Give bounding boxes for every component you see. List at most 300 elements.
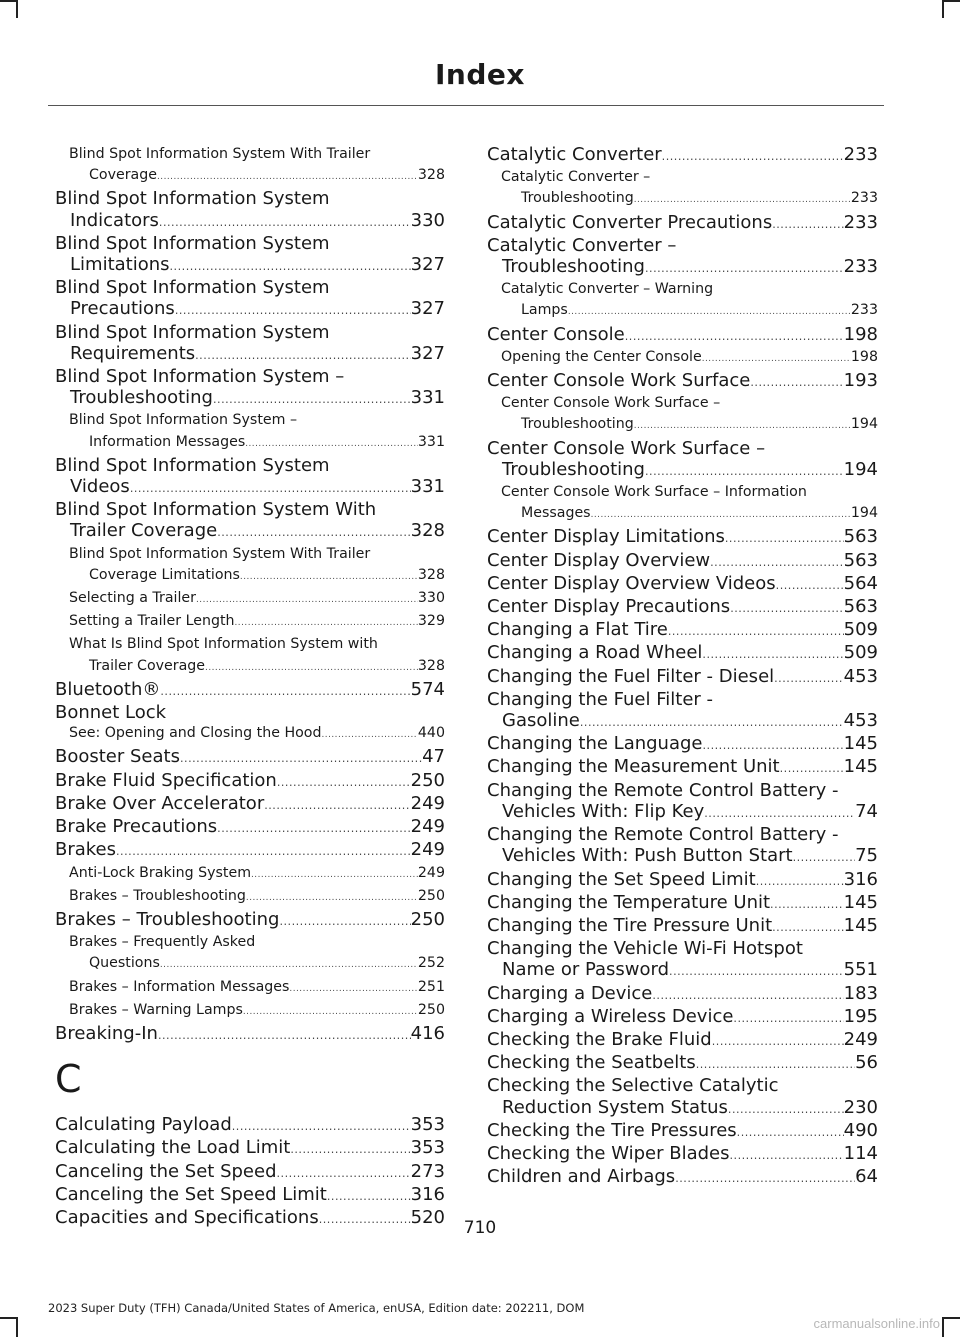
- entry-text: Canceling the Set Speed: [55, 1160, 277, 1182]
- entry-text: Changing the Temperature Unit: [487, 891, 771, 913]
- index-entry[interactable]: [487, 1006, 878, 1029]
- entry-text: Breaking-In: [55, 1022, 158, 1044]
- entry-text: Brake Fluid Specification: [55, 769, 277, 791]
- page-reference[interactable]: 56: [855, 1052, 878, 1074]
- index-entry[interactable]: [487, 983, 878, 1006]
- entry-text: Gasoline: [502, 710, 580, 732]
- dot-leader: [289, 979, 417, 1000]
- dot-leader: [205, 658, 418, 679]
- index-entry[interactable]: [487, 756, 878, 779]
- page-reference[interactable]: 250: [410, 769, 445, 791]
- page-reference[interactable]: 564: [843, 572, 878, 594]
- entry-text: Blind Spot Information System: [55, 321, 330, 343]
- dot-leader: [157, 167, 418, 188]
- dot-leader: [702, 349, 851, 370]
- index-entry[interactable]: [487, 666, 878, 689]
- index-entry[interactable]: [487, 1120, 878, 1143]
- index-entry[interactable]: [55, 277, 445, 321]
- page-reference[interactable]: 329: [417, 613, 445, 630]
- dot-leader: [634, 416, 851, 437]
- dot-leader: [251, 865, 418, 886]
- page-reference[interactable]: 316: [843, 868, 878, 890]
- page-reference[interactable]: 74: [855, 800, 878, 822]
- index-entry[interactable]: [55, 188, 445, 232]
- dot-leader: [158, 1025, 411, 1046]
- page-reference[interactable]: 145: [843, 733, 878, 755]
- dot-leader: [733, 1008, 843, 1029]
- entry-text: Brakes – Troubleshooting: [55, 908, 280, 930]
- entry-text: Name or Password: [502, 959, 670, 981]
- dot-leader: [213, 389, 411, 410]
- entry-text: Changing the Vehicle Wi-Fi Hotspot: [487, 938, 803, 960]
- page-reference[interactable]: 145: [843, 914, 878, 936]
- page-reference[interactable]: 198: [850, 348, 878, 365]
- page-reference[interactable]: 327: [410, 342, 445, 364]
- dot-leader: [710, 552, 844, 573]
- dot-leader: [696, 1054, 855, 1075]
- index-subentry[interactable]: [487, 347, 878, 370]
- index-entry[interactable]: [487, 1029, 878, 1052]
- entry-text: Checking the Brake Fluid: [487, 1028, 712, 1050]
- entry-text: Catalytic Converter Precautions: [487, 211, 773, 233]
- index-subentry[interactable]: [55, 932, 445, 976]
- index-entry[interactable]: [55, 839, 445, 862]
- page-reference[interactable]: 194: [843, 458, 878, 480]
- dot-leader: [217, 818, 410, 839]
- index-entry[interactable]: [487, 915, 878, 938]
- entry-text: Blind Spot Information System: [55, 188, 330, 210]
- index-entry[interactable]: [55, 1184, 445, 1207]
- index-entry[interactable]: [55, 816, 445, 839]
- dot-leader: [669, 961, 844, 982]
- dot-leader: [196, 590, 418, 611]
- index-entry[interactable]: [487, 733, 878, 756]
- index-subentry[interactable]: [487, 393, 878, 437]
- dot-leader: [756, 871, 844, 892]
- page-reference[interactable]: 198: [843, 323, 878, 345]
- index-entry[interactable]: [487, 438, 878, 482]
- index-entry[interactable]: [487, 780, 878, 824]
- page-reference[interactable]: 509: [843, 642, 878, 664]
- page-reference[interactable]: 328: [417, 566, 445, 583]
- dot-leader: [652, 985, 843, 1006]
- entry-text: Blind Spot Information System: [55, 277, 330, 299]
- page-reference[interactable]: 145: [843, 891, 878, 913]
- page-reference[interactable]: 328: [417, 657, 445, 674]
- index-entry[interactable]: [487, 824, 878, 868]
- entry-text: Changing the Tire Pressure Unit: [487, 914, 773, 936]
- index-entry[interactable]: [55, 909, 445, 932]
- entry-text: Messages: [521, 505, 591, 522]
- page-reference[interactable]: 273: [410, 1160, 445, 1182]
- dot-leader: [780, 758, 844, 779]
- dot-leader: [264, 795, 410, 816]
- dot-leader: [645, 258, 844, 279]
- footer-edition-text: 2023 Super Duty (TFH) Canada/United States of America, enUSA, Edition date: 202211, DOM: [48, 1301, 585, 1315]
- entry-text: Charging a Device: [487, 982, 653, 1004]
- index-subentry[interactable]: [487, 482, 878, 526]
- dot-leader: [770, 894, 844, 915]
- section-letter-heading: C: [55, 1057, 82, 1102]
- crop-mark: [942, 1317, 960, 1319]
- index-entry[interactable]: [55, 499, 445, 543]
- dot-leader: [245, 434, 418, 455]
- entry-text: Center Display Overview Videos: [487, 572, 776, 594]
- entry-text: Changing a Road Wheel: [487, 642, 703, 664]
- dot-leader: [774, 668, 844, 689]
- index-entry[interactable]: [487, 619, 878, 642]
- entry-text: Blind Spot Information System –: [69, 412, 298, 429]
- index-entry[interactable]: [487, 1143, 878, 1166]
- dot-leader: [240, 567, 418, 588]
- index-subentry[interactable]: [55, 863, 445, 886]
- dot-leader: [232, 1116, 411, 1137]
- entry-text: Anti-Lock Braking System: [69, 864, 252, 881]
- index-entry[interactable]: [487, 596, 878, 619]
- index-entry[interactable]: [55, 1023, 445, 1046]
- index-entry[interactable]: [55, 1161, 445, 1184]
- entry-text: Calculating the Load Limit: [55, 1137, 291, 1159]
- page-reference[interactable]: 195: [843, 1005, 878, 1027]
- index-entry[interactable]: [487, 642, 878, 665]
- entry-text: Center Console Work Surface – Information: [501, 484, 807, 501]
- dot-leader: [277, 772, 411, 793]
- crop-mark: [0, 0, 16, 2]
- page-reference[interactable]: 453: [843, 665, 878, 687]
- entry-text: Capacities and Specifications: [55, 1206, 319, 1228]
- entry-text: Checking the Seatbelts: [487, 1052, 696, 1074]
- dot-leader: [662, 146, 844, 167]
- page-reference[interactable]: 490: [843, 1119, 878, 1141]
- page-reference[interactable]: 233: [850, 302, 878, 319]
- entry-text: Center Console Work Surface –: [501, 395, 721, 412]
- entry-text: See: Opening and Closing the Hood: [69, 725, 322, 742]
- entry-text: Catalytic Converter –: [501, 169, 651, 186]
- entry-text: Precautions: [70, 298, 175, 320]
- entry-text: What Is Blind Spot Information System with: [69, 636, 378, 653]
- index-entry[interactable]: [487, 938, 878, 982]
- dot-leader: [675, 1168, 855, 1189]
- entry-text: Blind Spot Information System: [55, 232, 330, 254]
- index-entry[interactable]: [487, 235, 878, 279]
- dot-leader: [580, 712, 844, 733]
- page-reference[interactable]: 328: [410, 520, 445, 542]
- dot-leader: [180, 748, 422, 769]
- dot-leader: [702, 644, 843, 665]
- page-reference[interactable]: 330: [410, 209, 445, 231]
- entry-text: Questions: [89, 955, 160, 972]
- index-entry[interactable]: [55, 455, 445, 499]
- dot-leader: [591, 505, 851, 526]
- entry-text: Lamps: [521, 302, 568, 319]
- page-reference[interactable]: 316: [410, 1183, 445, 1205]
- dot-leader: [750, 372, 843, 393]
- index-entry[interactable]: [487, 212, 878, 235]
- entry-text: Vehicles With: Push Button Start: [502, 845, 793, 867]
- entry-text: Changing a Flat Tire: [487, 619, 668, 641]
- entry-text: Brake Precautions: [55, 816, 218, 838]
- index-entry[interactable]: [487, 550, 878, 573]
- index-subentry[interactable]: [487, 279, 878, 323]
- entry-text: Catalytic Converter –: [487, 234, 677, 256]
- dot-leader: [160, 955, 418, 976]
- page-reference[interactable]: 563: [843, 549, 878, 571]
- index-subentry[interactable]: [55, 1000, 445, 1023]
- entry-text: Setting a Trailer Length: [69, 613, 235, 630]
- page-reference[interactable]: 416: [410, 1022, 445, 1044]
- page-reference[interactable]: 327: [410, 298, 445, 320]
- dot-leader: [772, 214, 843, 235]
- entry-text: Center Display Precautions: [487, 596, 731, 618]
- page-reference[interactable]: 551: [843, 959, 878, 981]
- index-entry[interactable]: [55, 770, 445, 793]
- entry-text: Opening the Center Console: [501, 348, 702, 365]
- index-subentry[interactable]: [55, 611, 445, 634]
- index-entry[interactable]: [55, 322, 445, 366]
- entry-text: Blind Spot Information System With Trailer: [69, 146, 371, 162]
- entry-text: Blind Spot Information System –: [55, 366, 345, 388]
- entry-text: Coverage Limitations: [89, 566, 240, 583]
- dot-leader: [277, 1163, 411, 1184]
- dot-leader: [729, 1145, 843, 1166]
- index-entry[interactable]: [487, 1075, 878, 1119]
- page-reference[interactable]: 453: [843, 710, 878, 732]
- dot-leader: [712, 1031, 844, 1052]
- entry-text: Trailer Coverage: [70, 520, 218, 542]
- entry-text: Checking the Selective Catalytic: [487, 1075, 779, 1097]
- entry-text: Center Console Work Surface: [487, 370, 751, 392]
- crop-mark: [16, 0, 18, 18]
- index-entry[interactable]: [55, 1137, 445, 1160]
- entry-text: Bluetooth®: [55, 678, 161, 700]
- index-entry[interactable]: [55, 679, 445, 702]
- page-reference[interactable]: 331: [410, 387, 445, 409]
- page-number: 710: [463, 1218, 497, 1238]
- dot-leader: [170, 256, 411, 277]
- entry-text: Bonnet Lock: [55, 702, 167, 724]
- page-reference[interactable]: 183: [843, 982, 878, 1004]
- index-entry[interactable]: [55, 702, 445, 723]
- entry-text: Brakes – Troubleshooting: [69, 887, 246, 904]
- dot-leader: [322, 725, 418, 746]
- page-reference[interactable]: 75: [855, 845, 878, 867]
- entry-text: Charging a Wireless Device: [487, 1005, 734, 1027]
- index-entry[interactable]: [55, 1114, 445, 1137]
- page-reference[interactable]: 249: [410, 839, 445, 861]
- crop-mark: [944, 0, 960, 2]
- entry-text: Catalytic Converter – Warning: [501, 281, 714, 298]
- page-reference[interactable]: 331: [410, 476, 445, 498]
- dot-leader: [116, 841, 411, 862]
- entry-text: Troubleshooting: [70, 387, 213, 409]
- dot-leader: [793, 847, 856, 868]
- entry-text: Troubleshooting: [521, 416, 634, 433]
- entry-text: Reduction System Status: [502, 1096, 728, 1118]
- crop-mark: [942, 1317, 944, 1337]
- index-entry[interactable]: [55, 233, 445, 277]
- entry-text: Center Console: [487, 323, 625, 345]
- dot-leader: [160, 681, 410, 702]
- dot-leader: [290, 1139, 410, 1160]
- dot-leader: [703, 735, 844, 756]
- dot-leader: [243, 1002, 418, 1023]
- page-reference[interactable]: 252: [417, 955, 445, 972]
- entry-text: Brakes – Warning Lamps: [69, 1001, 243, 1018]
- page-reference[interactable]: 250: [417, 1001, 445, 1018]
- entry-text: Checking the Wiper Blades: [487, 1142, 730, 1164]
- index-subentry[interactable]: [55, 588, 445, 611]
- page-reference[interactable]: 249: [843, 1028, 878, 1050]
- page-reference[interactable]: 328: [417, 167, 445, 184]
- index-entry[interactable]: [487, 892, 878, 915]
- page-reference[interactable]: 249: [417, 864, 445, 881]
- page-reference[interactable]: 193: [843, 370, 878, 392]
- entry-text: Videos: [70, 476, 130, 498]
- dot-leader: [728, 1099, 844, 1120]
- entry-text: Trailer Coverage: [89, 657, 206, 674]
- index-entry[interactable]: [487, 370, 878, 393]
- entry-text: Indicators: [70, 209, 159, 231]
- page-reference[interactable]: 194: [850, 505, 878, 522]
- dot-leader: [159, 212, 411, 233]
- entry-text: Troubleshooting: [521, 190, 634, 207]
- dot-leader: [217, 522, 410, 543]
- dot-leader: [246, 888, 418, 909]
- dot-leader: [634, 190, 851, 211]
- entry-text: Children and Airbags: [487, 1166, 676, 1188]
- index-subentry[interactable]: [55, 634, 445, 678]
- page-reference[interactable]: 327: [410, 254, 445, 276]
- entry-text: Changing the Fuel Filter - Diesel: [487, 665, 775, 687]
- index-entry[interactable]: [55, 746, 445, 769]
- entry-text: Changing the Language: [487, 733, 703, 755]
- dot-leader: [725, 528, 844, 549]
- dot-leader: [625, 326, 844, 347]
- index-column-right: [487, 144, 878, 1189]
- entry-text: Changing the Remote Control Battery -: [487, 779, 839, 801]
- entry-text: Blind Spot Information System With: [55, 499, 377, 521]
- index-subentry[interactable]: [55, 723, 445, 746]
- page-reference[interactable]: 233: [850, 190, 878, 207]
- dot-leader: [730, 598, 843, 619]
- page-reference[interactable]: 440: [417, 725, 445, 742]
- index-entry[interactable]: [487, 144, 878, 167]
- index-subentry[interactable]: [55, 977, 445, 1000]
- page-reference[interactable]: 64: [855, 1166, 878, 1188]
- index-entry[interactable]: [55, 366, 445, 410]
- entry-text: Center Display Overview: [487, 549, 711, 571]
- entry-text: Troubleshooting: [502, 458, 645, 480]
- dot-leader: [645, 461, 844, 482]
- entry-text: Checking the Tire Pressures: [487, 1119, 737, 1141]
- entry-text: Center Display Limitations: [487, 526, 725, 548]
- index-entry[interactable]: [487, 573, 878, 596]
- entry-text: Brakes – Information Messages: [69, 978, 290, 995]
- dot-leader: [668, 621, 844, 642]
- watermark: carmanualsonline.info: [813, 1316, 940, 1331]
- index-subentry[interactable]: [487, 167, 878, 211]
- index-entry[interactable]: [487, 1052, 878, 1075]
- index-subentry[interactable]: [55, 544, 445, 588]
- dot-leader: [279, 911, 410, 932]
- entry-text: Catalytic Converter: [487, 144, 662, 165]
- index-column-left: [55, 144, 445, 1230]
- page-reference[interactable]: 194: [850, 416, 878, 433]
- page-reference[interactable]: 249: [410, 792, 445, 814]
- dot-leader: [776, 575, 844, 596]
- page-reference[interactable]: 114: [843, 1142, 878, 1164]
- entry-text: Brake Over Accelerator: [55, 792, 265, 814]
- page-reference[interactable]: 574: [410, 678, 445, 700]
- page-reference[interactable]: 563: [843, 526, 878, 548]
- index-entry[interactable]: [487, 1166, 878, 1189]
- entry-text: Changing the Remote Control Battery -: [487, 824, 839, 846]
- dot-leader: [175, 300, 411, 321]
- dot-leader: [130, 478, 411, 499]
- page-title: Index: [435, 58, 525, 91]
- page-reference[interactable]: 250: [410, 908, 445, 930]
- dot-leader: [235, 613, 418, 634]
- index-subentry[interactable]: [55, 886, 445, 909]
- entry-text: Troubleshooting: [502, 256, 645, 278]
- entry-text: Selecting a Trailer: [69, 590, 196, 607]
- entry-text: Changing the Fuel Filter -: [487, 688, 714, 710]
- page-reference[interactable]: 520: [410, 1206, 445, 1228]
- entry-text: Requirements: [70, 342, 196, 364]
- page-reference[interactable]: 251: [417, 978, 445, 995]
- index-entry[interactable]: [487, 869, 878, 892]
- dot-leader: [568, 302, 851, 323]
- page-reference[interactable]: 47: [422, 746, 445, 768]
- page-reference[interactable]: 563: [843, 596, 878, 618]
- crop-mark: [16, 1317, 18, 1337]
- index-subentry[interactable]: [55, 144, 445, 188]
- page-reference[interactable]: 233: [843, 211, 878, 233]
- entry-text: Information Messages: [89, 433, 246, 450]
- index-entry[interactable]: [55, 793, 445, 816]
- page-reference[interactable]: 230: [843, 1096, 878, 1118]
- page-reference[interactable]: 233: [843, 256, 878, 278]
- page-reference[interactable]: 145: [843, 756, 878, 778]
- page-reference[interactable]: 353: [410, 1114, 445, 1136]
- entry-text: Calculating Payload: [55, 1114, 232, 1136]
- page-reference[interactable]: 330: [417, 590, 445, 607]
- page-reference[interactable]: 353: [410, 1137, 445, 1159]
- entry-text: Brakes: [55, 839, 117, 861]
- entry-text: Changing the Set Speed Limit: [487, 868, 756, 890]
- entry-text: Limitations: [70, 254, 170, 276]
- dot-leader: [737, 1122, 844, 1143]
- page-reference[interactable]: 331: [417, 433, 445, 450]
- header-divider: [48, 105, 884, 106]
- entry-text: Blind Spot Information System With Trailer: [69, 545, 371, 562]
- entry-text: Vehicles With: Flip Key: [502, 800, 705, 822]
- page-reference[interactable]: 249: [410, 816, 445, 838]
- index-entry[interactable]: [487, 324, 878, 347]
- index-entry[interactable]: [487, 689, 878, 733]
- page-reference[interactable]: 250: [417, 887, 445, 904]
- page-reference[interactable]: 233: [843, 144, 878, 165]
- dot-leader: [327, 1186, 411, 1207]
- page-reference[interactable]: 509: [843, 619, 878, 641]
- dot-leader: [772, 917, 844, 938]
- crop-mark: [942, 0, 944, 18]
- index-entry[interactable]: [487, 526, 878, 549]
- entry-text: Changing the Measurement Unit: [487, 756, 780, 778]
- dot-leader: [195, 345, 411, 366]
- entry-text: Booster Seats: [55, 746, 180, 768]
- index-subentry[interactable]: [55, 410, 445, 454]
